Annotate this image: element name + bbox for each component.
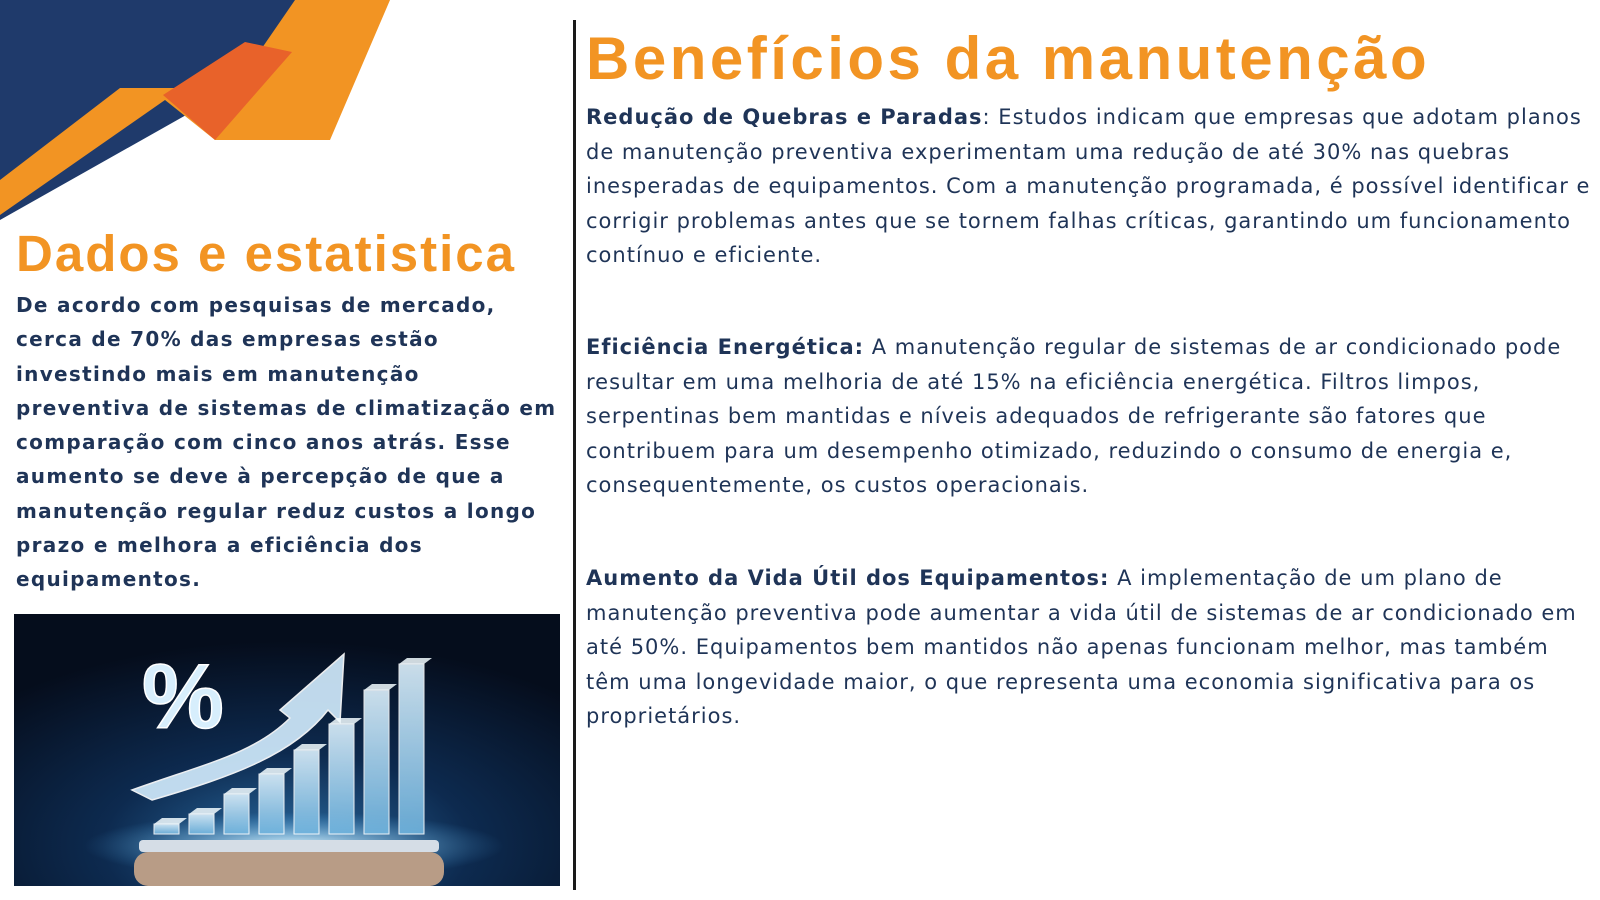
growth-bar	[154, 824, 179, 834]
percent-symbol: %	[142, 646, 224, 748]
tablet-device	[139, 840, 439, 852]
hand-shape	[134, 852, 444, 886]
corner-decoration	[0, 0, 400, 220]
growth-bar	[399, 664, 424, 834]
growth-bar	[294, 750, 319, 834]
section-title-benefits: Benefícios da manutenção	[586, 25, 1431, 92]
growth-bar	[189, 814, 214, 834]
benefit-text: A implementação de um plano de manutenção preventiva pode aumentar a vida útil de sistemas de ar condicionado em até 50%. Equipamentos bem mantidos não apenas funcionam melhor, mas também têm uma longevidade maior, o que representa uma economia significativa para os proprietários.	[586, 566, 1577, 728]
section-title-data: Dados e estatistica	[16, 225, 517, 282]
vertical-divider	[573, 20, 576, 890]
growth-bar	[259, 774, 284, 834]
growth-chart-photo	[14, 614, 560, 886]
benefit-text: : Estudos indicam que empresas que adotam planos de manutenção preventiva experimentam uma redução de até 30% nas quebras inesperadas de equipamentos. Com a manutenção programada, é possível identificar e corrigir problemas antes que se tornem falhas críticas, garantindo um funcionamento contínuo e eficiente.	[586, 105, 1591, 267]
benefit-paragraph	[586, 100, 1591, 273]
growth-bar	[364, 690, 389, 834]
growth-illustration	[14, 614, 560, 886]
growth-bar	[224, 794, 249, 834]
benefit-paragraph	[586, 561, 1591, 734]
growth-bar	[329, 724, 354, 834]
benefit-heading: Eficiência Energética:	[586, 335, 865, 359]
benefit-paragraph	[586, 330, 1591, 503]
benefit-heading: Redução de Quebras e Paradas	[586, 105, 983, 129]
benefit-heading: Aumento da Vida Útil dos Equipamentos:	[586, 566, 1110, 590]
statistics-paragraph: De acordo com pesquisas de mercado, cerca de 70% das empresas estão investindo mais em manutenção preventiva de sistemas de climatização em comparação com cinco anos atrás. Esse aumento se deve à percepção de que a manutenção regular reduz custos a longo prazo e melhora a eficiência dos equipamentos.	[16, 293, 557, 592]
benefit-text: A manutenção regular de sistemas de ar condicionado pode resultar em uma melhoria de até 15% na eficiência energética. Filtros limpos, serpentinas bem mantidas e níveis adequados de refrigerante são fatores que contribuem para um desempenho otimizado, reduzindo o consumo de energia e, consequentemente, os custos operacionais.	[586, 335, 1562, 497]
